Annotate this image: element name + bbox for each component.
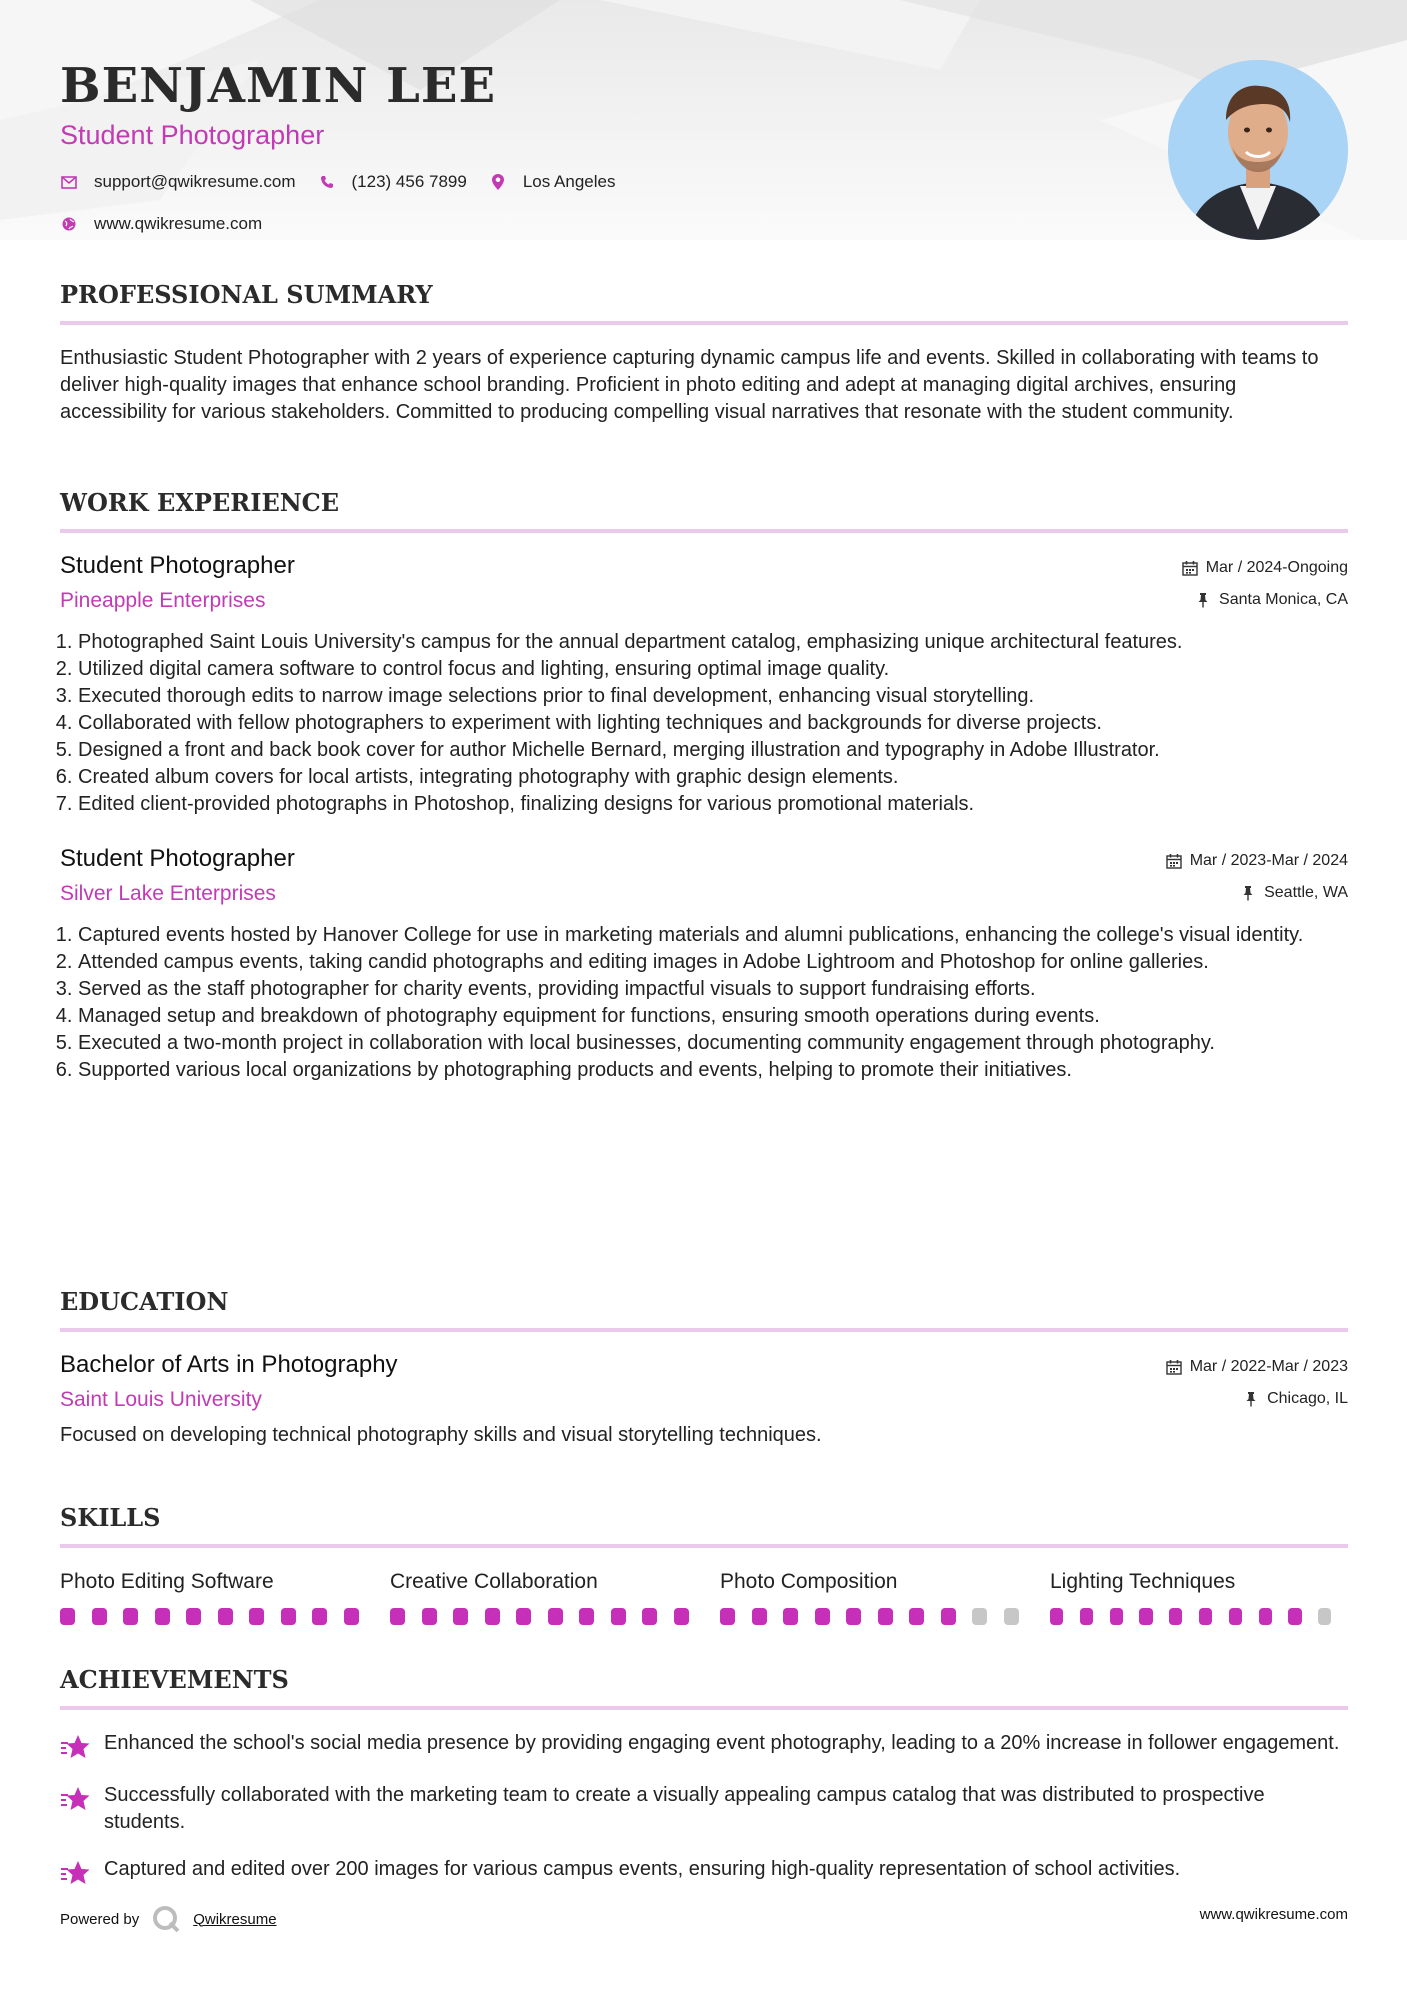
achievement-text: Captured and edited over 200 images for various campus events, ensuring high-quality representation of school activities. [104, 1858, 1181, 1880]
job-date [1182, 559, 1348, 577]
powered-by [60, 1904, 277, 1934]
footer-website[interactable]: www.qwikresume.com [1199, 1906, 1348, 1923]
job-bullet: 4. Managed setup and breakdown of photography equipment for functions, ensuring smooth operations during events. [78, 1003, 1348, 1030]
candidate-name: BENJAMIN LEE [60, 58, 497, 114]
achievements-section [60, 1665, 1348, 1888]
job-bullet: 5. Executed a two-month project in collaboration with local businesses, documenting community engagement through photography. [78, 1030, 1348, 1057]
rating-dot-filled [1050, 1608, 1063, 1625]
job-bullets [60, 629, 1348, 818]
pushpin-icon [1243, 1391, 1259, 1407]
achievements-heading: ACHIEVEMENTS [60, 1665, 1348, 1710]
star-icon [60, 1732, 90, 1762]
rating-dot-filled [485, 1608, 500, 1625]
footer [60, 1900, 1348, 1930]
calendar-icon [1166, 1359, 1182, 1375]
education-location-text: Chicago, IL [1267, 1390, 1348, 1407]
rating-dot-filled [1229, 1608, 1242, 1625]
rating-dot-filled [1169, 1608, 1182, 1625]
skills-grid [60, 1568, 1348, 1625]
rating-dot-empty [1318, 1608, 1331, 1625]
job-location [1240, 884, 1348, 902]
rating-dot-filled [752, 1608, 767, 1625]
rating-dot-filled [123, 1608, 138, 1625]
skill-rating [60, 1608, 390, 1625]
education-entry [60, 1350, 1348, 1449]
achievement-text: Successfully collaborated with the marketing team to create a visually appealing campus catalog that was distributed to prospective students. [104, 1784, 1265, 1833]
job-bullet: 4. Collaborated with fellow photographers to experiment with lighting techniques and backgrounds for diverse projects. [78, 710, 1348, 737]
education-location [1243, 1390, 1348, 1408]
experience-section [60, 488, 1348, 1084]
skill-item [720, 1568, 1050, 1625]
rating-dot-empty [972, 1608, 987, 1625]
rating-dot-filled [218, 1608, 233, 1625]
star-icon [60, 1858, 90, 1888]
skills-section [60, 1503, 1348, 1625]
job-location-text: Santa Monica, CA [1219, 591, 1348, 608]
contact-row-secondary [60, 214, 284, 234]
rating-dot-filled [548, 1608, 563, 1625]
job-bullet: 5. Designed a front and back book cover for author Michelle Bernard, merging illustration and typography in Adobe Illustrator. [78, 737, 1348, 764]
job-location-text: Seattle, WA [1264, 884, 1348, 901]
rating-dot-filled [312, 1608, 327, 1625]
contact-phone[interactable] [318, 172, 467, 192]
job-date [1166, 852, 1348, 870]
rating-dot-filled [281, 1608, 296, 1625]
rating-dot-filled [1259, 1608, 1272, 1625]
skill-name: Lighting Techniques [1050, 1570, 1236, 1593]
skill-rating [390, 1608, 720, 1625]
achievement-text: Enhanced the school's social media presence by providing engaging event photography, leading to a 20% increase in follower engagement. [104, 1732, 1340, 1754]
achievement-item [60, 1856, 1348, 1888]
education-date-text: Mar / 2022-Mar / 2023 [1189, 1358, 1348, 1375]
education-school: Saint Louis University [60, 1388, 262, 1411]
pushpin-icon [1240, 885, 1256, 901]
rating-dot-filled [783, 1608, 798, 1625]
rating-dot-filled [611, 1608, 626, 1625]
education-heading: EDUCATION [60, 1287, 1348, 1332]
rating-dot-filled [941, 1608, 956, 1625]
skill-name: Photo Editing Software [60, 1570, 274, 1593]
calendar-icon [1166, 853, 1182, 869]
achievement-item [60, 1730, 1348, 1762]
globe-icon [60, 215, 78, 233]
rating-dot-filled [642, 1608, 657, 1625]
rating-dot-empty [1004, 1608, 1019, 1625]
skill-item [390, 1568, 720, 1625]
rating-dot-filled [60, 1608, 75, 1625]
job-bullet: 1. Captured events hosted by Hanover College for use in marketing materials and alumni publications, enhancing the college's visual identity. [78, 922, 1348, 949]
job-company: Pineapple Enterprises [60, 589, 266, 612]
rating-dot-filled [516, 1608, 531, 1625]
rating-dot-filled [720, 1608, 735, 1625]
achievement-item [60, 1782, 1348, 1836]
rating-dot-filled [878, 1608, 893, 1625]
skill-name: Creative Collaboration [390, 1570, 598, 1593]
rating-dot-filled [344, 1608, 359, 1625]
rating-dot-filled [1080, 1608, 1093, 1625]
skill-item [60, 1568, 390, 1625]
job-bullet: 1. Photographed Saint Louis University's campus for the annual department catalog, emphasizing unique architectural features. [78, 629, 1348, 656]
skills-heading: SKILLS [60, 1503, 1348, 1548]
rating-dot-filled [155, 1608, 170, 1625]
rating-dot-filled [909, 1608, 924, 1625]
rating-dot-filled [92, 1608, 107, 1625]
contact-email-text: support@qwikresume.com [94, 172, 296, 191]
job-bullets [60, 922, 1348, 1084]
education-description: Focused on developing technical photography skills and visual storytelling techniques. [60, 1424, 822, 1446]
rating-dot-filled [422, 1608, 437, 1625]
summary-text: Enthusiastic Student Photographer with 2 years of experience capturing dynamic campus life and events. Skilled in collaborating with teams to deliver high-quality images that enhance school branding. Proficient in photo editing and adept at managing digital archives, ensuring accessibility for various stakeholders. Committed to producing compelling visual narratives that resonate with the student community. [60, 347, 1319, 423]
education-date [1166, 1358, 1348, 1376]
job-company: Silver Lake Enterprises [60, 882, 276, 905]
job-bullet: 6. Supported various local organizations by photographing products and events, helping to promote their initiatives. [78, 1057, 1348, 1084]
candidate-title: Student Photographer [60, 120, 325, 150]
job-bullet: 3. Served as the staff photographer for charity events, providing impactful visuals to support fundraising efforts. [78, 976, 1348, 1003]
summary-heading: PROFESSIONAL SUMMARY [60, 280, 1348, 325]
job-bullet: 3. Executed thorough edits to narrow image selections prior to final development, enhancing visual storytelling. [78, 683, 1348, 710]
education-degree: Bachelor of Arts in Photography [60, 1351, 398, 1378]
skill-rating [1050, 1608, 1348, 1625]
job-bullet: 2. Utilized digital camera software to control focus and lighting, ensuring optimal image quality. [78, 656, 1348, 683]
rating-dot-filled [815, 1608, 830, 1625]
skill-name: Photo Composition [720, 1570, 898, 1593]
rating-dot-filled [1288, 1608, 1301, 1625]
job-title: Student Photographer [60, 845, 295, 872]
phone-icon [318, 173, 336, 191]
qwikresume-logo-icon [151, 1904, 181, 1934]
summary-section [60, 280, 1348, 426]
contact-website[interactable] [60, 214, 262, 234]
envelope-icon [60, 173, 78, 191]
job-title: Student Photographer [60, 552, 295, 579]
rating-dot-filled [1199, 1608, 1212, 1625]
job-date-text: Mar / 2024-Ongoing [1205, 559, 1348, 576]
profile-photo [1168, 60, 1348, 240]
rating-dot-filled [674, 1608, 689, 1625]
star-icon [60, 1784, 90, 1814]
job-entry [60, 844, 1348, 1084]
job-bullet: 6. Created album covers for local artists, integrating photography with graphic design elements. [78, 764, 1348, 791]
job-bullet: 2. Attended campus events, taking candid photographs and editing images in Adobe Lightroom and Photoshop for online galleries. [78, 949, 1348, 976]
rating-dot-filled [453, 1608, 468, 1625]
rating-dot-filled [846, 1608, 861, 1625]
job-bullet: 7. Edited client-provided photographs in Photoshop, finalizing designs for various promotional materials. [78, 791, 1348, 818]
powered-by-text: Powered by [60, 1910, 140, 1928]
skill-rating [720, 1608, 1050, 1625]
pushpin-icon [1195, 592, 1211, 608]
rating-dot-filled [579, 1608, 594, 1625]
map-marker-icon [489, 173, 507, 191]
contact-location [489, 172, 616, 192]
experience-heading: WORK EXPERIENCE [60, 488, 1348, 533]
contact-row-primary [60, 172, 637, 192]
qwikresume-link[interactable]: Qwikresume [193, 1910, 277, 1928]
job-date-text: Mar / 2023-Mar / 2024 [1189, 852, 1348, 869]
job-location [1195, 591, 1348, 609]
contact-phone-text: (123) 456 7899 [351, 172, 467, 191]
contact-location-text: Los Angeles [522, 172, 616, 191]
job-entry [60, 551, 1348, 818]
skill-item [1050, 1568, 1348, 1625]
rating-dot-filled [1110, 1608, 1123, 1625]
contact-website-text: www.qwikresume.com [94, 214, 263, 233]
education-section [60, 1287, 1348, 1449]
calendar-icon [1182, 560, 1198, 576]
rating-dot-filled [186, 1608, 201, 1625]
rating-dot-filled [249, 1608, 264, 1625]
rating-dot-filled [1139, 1608, 1152, 1625]
rating-dot-filled [390, 1608, 405, 1625]
contact-email[interactable] [60, 172, 296, 192]
